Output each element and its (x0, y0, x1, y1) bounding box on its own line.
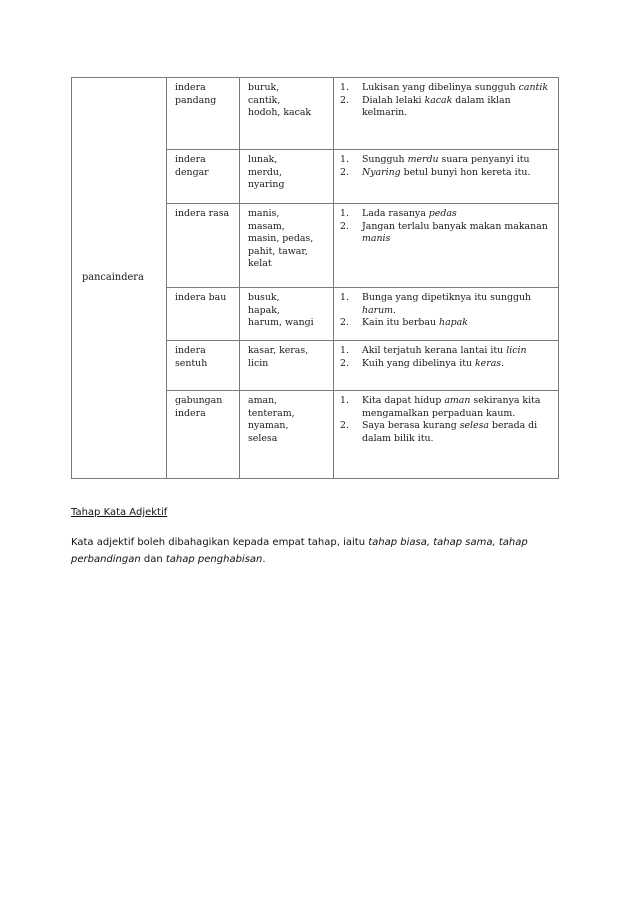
example-list (340, 208, 554, 246)
italic-term: Nyaring (362, 166, 401, 178)
italic-term: selesa (459, 420, 489, 431)
example-text (362, 358, 554, 371)
example-number: 1. (340, 345, 349, 356)
examples-cell (334, 204, 559, 288)
adjective-table-body (72, 78, 559, 479)
text-run: suara penyanyi itu (438, 154, 530, 165)
text-run: Lada rasanya (362, 208, 429, 219)
text-run: Kata adjektif boleh dibahagikan kepada empat tahap, iaitu (71, 537, 369, 548)
example-item (340, 82, 554, 95)
example-text (362, 345, 554, 358)
example-list (340, 82, 554, 120)
text-run: dan (140, 554, 166, 565)
italic-term: licin (506, 345, 527, 356)
example-item (340, 154, 554, 167)
text-run: betul bunyi hon kereta itu. (400, 166, 531, 178)
examples-cell (334, 78, 559, 150)
examples-cell (334, 288, 559, 341)
sense-cell: indera rasa (167, 204, 240, 288)
example-item (340, 292, 554, 317)
words-cell: busuk, hapak, harum, wangi (240, 288, 334, 341)
sense-cell: gabungan indera (167, 391, 240, 479)
example-list (340, 395, 554, 445)
example-text (362, 292, 554, 317)
text-run: dalam iklan kelmarin. (362, 94, 511, 118)
text-run: berada di dalam bilik itu. (362, 420, 538, 444)
example-item (340, 358, 554, 371)
example-item (340, 317, 554, 330)
example-number: 2. (340, 420, 349, 431)
example-text (362, 167, 554, 180)
example-text (362, 154, 554, 167)
example-item (340, 167, 554, 180)
adjective-table (71, 77, 559, 479)
text-run: Dialah lelaki (362, 94, 425, 106)
example-text (362, 420, 554, 445)
examples-cell (334, 391, 559, 479)
table-row (72, 78, 559, 150)
example-text (362, 208, 554, 221)
example-text (362, 82, 554, 95)
example-text (362, 395, 554, 420)
text-run: sekiranya kita mengamalkan perpaduan kaum. (362, 395, 541, 419)
example-text (362, 95, 554, 120)
examples-cell (334, 150, 559, 204)
example-number: 1. (340, 208, 349, 219)
example-number: 2. (340, 94, 349, 106)
example-item (340, 208, 554, 221)
text-run: Kain itu berbau (362, 317, 440, 328)
section-heading: Tahap Kata Adjektif (71, 507, 168, 518)
example-list (340, 292, 554, 330)
body-paragraph (71, 534, 583, 568)
example-number: 1. (340, 82, 349, 93)
italic-term: keras. (475, 357, 505, 369)
example-number: 2. (340, 166, 349, 178)
sense-cell: indera pandang (167, 78, 240, 150)
italic-term: merdu (407, 154, 439, 165)
italic-term: manis (362, 233, 391, 244)
sense-cell: indera bau (167, 288, 240, 341)
text-run: Saya berasa kurang (362, 420, 460, 431)
words-cell: lunak, merdu, nyaring (240, 150, 334, 204)
example-text (362, 221, 554, 246)
italic-term: aman (444, 395, 471, 406)
text-run: Akil terjatuh kerana lantai itu (362, 345, 507, 356)
text-run: Lukisan yang dibelinya sungguh (362, 82, 519, 93)
italic-term: cantik (518, 82, 548, 93)
example-list (340, 154, 554, 179)
text-run: Sungguh (362, 154, 408, 165)
sense-cell: indera dengar (167, 150, 240, 204)
example-number: 1. (340, 292, 349, 303)
example-list (340, 345, 554, 370)
text-run: Jangan terlalu banyak makan makanan (362, 220, 548, 232)
text-run: Kuih yang dibelinya itu (362, 357, 475, 369)
italic-term: harum. (362, 304, 397, 316)
italic-term: tahap penghabisan (165, 554, 263, 565)
example-item (340, 345, 554, 358)
example-number: 2. (340, 220, 349, 232)
italic-term: tahap biasa, tahap sama, tahap perbandingan (71, 537, 528, 565)
example-item (340, 420, 554, 445)
example-item (340, 395, 554, 420)
words-cell: kasar, keras, licin (240, 341, 334, 391)
category-cell: pancaindera (72, 78, 167, 479)
text-run: Kita dapat hidup (362, 395, 445, 406)
sense-cell: indera sentuh (167, 341, 240, 391)
words-cell: manis, masam, masin, pedas, pahit, tawar, kelat (240, 204, 334, 288)
words-cell: buruk, cantik, hodoh, kacak (240, 78, 334, 150)
example-item (340, 95, 554, 120)
italic-term: pedas (428, 208, 457, 219)
example-item (340, 221, 554, 246)
example-number: 1. (340, 154, 349, 165)
text-run: . (262, 554, 266, 565)
example-text (362, 317, 554, 330)
example-number: 2. (340, 357, 349, 369)
examples-cell (334, 341, 559, 391)
words-cell: aman, tenteram, nyaman, selesa (240, 391, 334, 479)
text-run: Bunga yang dipetiknya itu sungguh (362, 292, 532, 303)
example-number: 1. (340, 395, 349, 406)
example-number: 2. (340, 317, 349, 328)
italic-term: kacak (424, 94, 453, 106)
italic-term: hapak (439, 317, 468, 328)
